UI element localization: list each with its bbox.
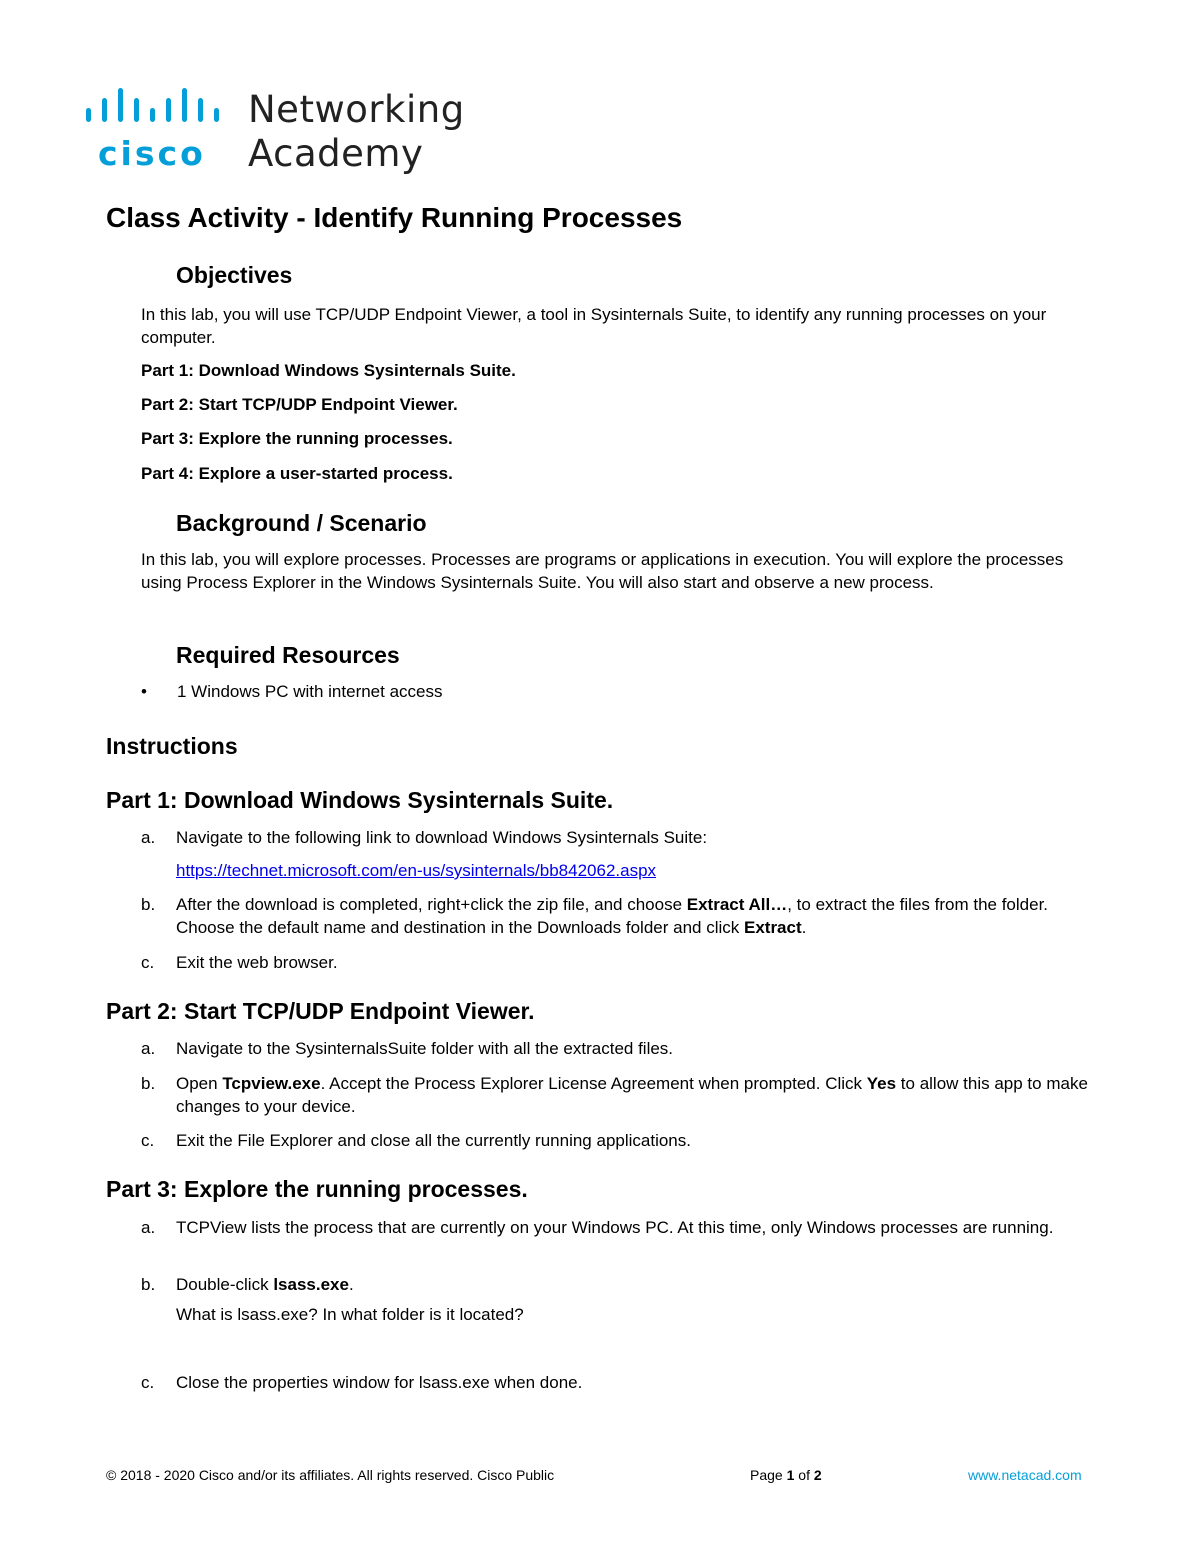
part3-step-c-text: Close the properties window for lsass.exe when done. <box>176 1373 583 1392</box>
part3-step-b <box>141 1273 1101 1326</box>
objective-part-3: Part 3: Explore the running processes. <box>141 429 453 448</box>
objectives-intro: In this lab, you will use TCP/UDP Endpoint Viewer, a tool in Sysinternals Suite, to identify any running processes on your computer. <box>141 305 1047 347</box>
instructions-heading: Instructions <box>106 733 238 759</box>
cisco-wordmark: cisco <box>98 134 206 173</box>
step-letter: c. <box>141 1131 155 1150</box>
step-letter: c. <box>141 1373 155 1392</box>
document-title: Class Activity - Identify Running Processes <box>106 202 683 233</box>
step-letter: a. <box>141 1218 156 1237</box>
part1-step-b <box>141 893 1101 939</box>
footer-copyright: © 2018 - 2020 Cisco and/or its affiliates. All rights reserved. Cisco Public <box>106 1467 555 1483</box>
part2-step-a-text: Navigate to the SysinternalsSuite folder with all the extracted files. <box>176 1039 674 1058</box>
step-letter: a. <box>141 828 156 847</box>
step-letter: a. <box>141 1039 156 1058</box>
part2-step-c <box>141 1129 1101 1152</box>
objective-part-2: Part 2: Start TCP/UDP Endpoint Viewer. <box>141 395 458 414</box>
part3-step-c <box>141 1371 1101 1394</box>
objective-part-1: Part 1: Download Windows Sysinternals Suite. <box>141 361 516 380</box>
part3-heading: Part 3: Explore the running processes. <box>106 1176 528 1202</box>
cisco-networking-academy-logo <box>82 84 482 184</box>
part2-step-b-text: Open Tcpview.exe. Accept the Process Explorer License Agreement when prompted. Click Yes to allow this app to make changes to your device. <box>176 1074 1088 1116</box>
part1-step-a <box>141 826 1101 882</box>
sysinternals-download-link[interactable]: https://technet.microsoft.com/en-us/sysinternals/bb842062.aspx <box>176 861 657 880</box>
part3-step-b-text: Double-click lsass.exe. <box>176 1275 354 1294</box>
resources-heading: Required Resources <box>176 642 400 668</box>
part1-step-b-text: After the download is completed, right+click the zip file, and choose Extract All…, to extract the files from the folder. Choose the default name and destination in the Downloads folder and click Extract. <box>176 895 1049 937</box>
step-letter: b. <box>141 1275 156 1294</box>
footer-page-number: Page 1 of 2 <box>750 1467 822 1483</box>
logo-academy-text: Academy <box>248 132 424 175</box>
part3-question: What is lsass.exe? In what folder is it located? <box>176 1305 524 1324</box>
part1-step-a-text: Navigate to the following link to download Windows Sysinternals Suite: <box>176 828 708 847</box>
step-letter: c. <box>141 953 155 972</box>
footer-website-link[interactable]: www.netacad.com <box>968 1467 1082 1483</box>
logo-networking-text: Networking <box>248 88 465 131</box>
step-letter: b. <box>141 895 156 914</box>
part3-step-a-text: TCPView lists the process that are currently on your Windows PC. At this time, only Windows processes are running. <box>176 1218 1054 1237</box>
part2-step-a <box>141 1037 1101 1060</box>
background-heading: Background / Scenario <box>176 510 427 536</box>
part2-step-b <box>141 1072 1101 1118</box>
cisco-bars-icon <box>82 84 232 124</box>
bullet-icon: • <box>141 682 147 701</box>
part1-heading: Part 1: Download Windows Sysinternals Suite. <box>106 787 614 813</box>
part2-step-c-text: Exit the File Explorer and close all the currently running applications. <box>176 1131 691 1150</box>
part1-step-c-text: Exit the web browser. <box>176 953 338 972</box>
part1-step-c <box>141 951 1101 974</box>
objective-part-4: Part 4: Explore a user-started process. <box>141 464 453 483</box>
step-letter: b. <box>141 1074 156 1093</box>
resource-item-text: 1 Windows PC with internet access <box>177 682 443 701</box>
objectives-heading: Objectives <box>176 262 293 288</box>
part3-step-a <box>141 1216 1101 1239</box>
part2-heading: Part 2: Start TCP/UDP Endpoint Viewer. <box>106 998 535 1024</box>
background-text: In this lab, you will explore processes. Processes are programs or applications in execution. You will explore the processes using Process Explorer in the Windows Sysinternals Suite. You will also start and observe a new process. <box>141 550 1064 592</box>
